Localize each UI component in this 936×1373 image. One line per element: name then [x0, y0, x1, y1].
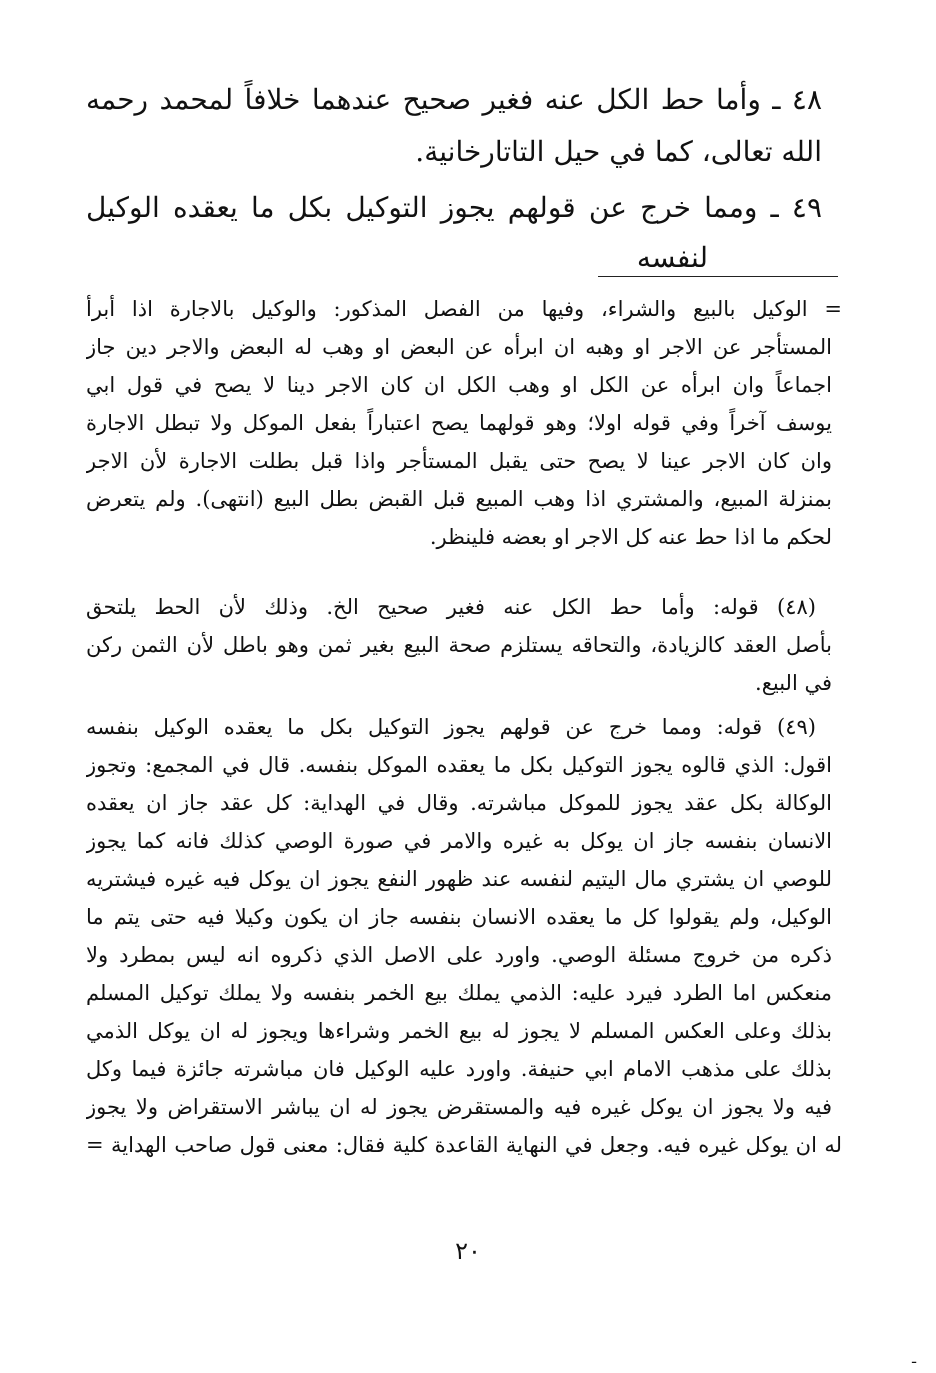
footnote-separator [598, 276, 838, 277]
footnote-line: الوكالة بكل عقد يجوز للموكل مباشرته. وقال في الهداية: كل عقد جاز ان يعقده [86, 791, 832, 815]
footnote-line: للوصي ان يشتري مال اليتيم لنفسه عند ظهور النفع يجوز ان يوكل فيه غيره فيشتريه [86, 867, 832, 891]
footnote-line: الانسان بنفسه جاز ان يوكل به غيره والامر في صورة الوصي كذلك فانه كما يجوز [86, 829, 832, 853]
footnote-line: اقول: الذي قالوه يجوز التوكيل بكل ما يعقده الموكل بنفسه. قال في المجمع: وتجوز [86, 753, 832, 777]
footnote-line: بذلك وعلى العكس المسلم لا يجوز له بيع الخمر وشراءها ويجوز له ان يوكل الذمي [86, 1019, 832, 1043]
main-line-1: ٤٨ ـ وأما حط الكل عنه فغير صحيح عندهما خلافاً لمحمد رحمه [86, 83, 822, 116]
footnote-line: يوسف آخراً وفي قوله اولا؛ وهو قولهما يصح اعتباراً بفعل الموكل ولا تبطل الاجارة [86, 411, 832, 435]
main-line-3: ٤٩ ـ ومما خرج عن قولهم يجوز التوكيل بكل ما يعقده الوكيل [86, 191, 822, 224]
corner-mark: ـ [912, 1351, 917, 1367]
footnote-line: الوكيل، ولم يقولوا كل ما يعقده الانسان بنفسه جاز ان يكون وكيلا فيه حتى يتم ما [86, 905, 832, 929]
footnote-line: لحكم ما اذا حط عنه كل الاجر او بعضه فلينظر. [429, 525, 832, 549]
footnote-line: فيه ولا يجوز ان يوكل غيره فيه والمستقرض يجوز له ان يباشر الاستقراض ولا يجوز [86, 1095, 832, 1119]
footnote-line: (٤٨) قوله: وأما حط الكل عنه فغير صحيح الخ. وذلك لأن الحط يلتحق [86, 595, 816, 619]
footnote-line: بأصل العقد كالزيادة، والتحاقه يستلزم صحة البيع بغير ثمن وهو باطل لأن الثمن ركن [86, 633, 832, 657]
footnote-line: منعكس اما الطرد فيرد عليه: الذمي يملك بيع الخمر بنفسه ولا يملك توكيل المسلم [86, 981, 832, 1005]
footnote-line: = الوكيل بالبيع والشراء، وفيها من الفصل المذكور: والوكيل بالاجارة اذا أبرأ [86, 297, 842, 321]
footnote-line: له ان يوكل غيره فيه. وجعل في النهاية القاعدة كلية فقال: معنى قول صاحب الهداية = [86, 1133, 842, 1157]
main-line-4: لنفسه [636, 241, 708, 274]
page-number: ٢٠ [455, 1237, 481, 1265]
main-line-2: الله تعالى، كما في حيل التاتارخانية. [415, 135, 822, 168]
footnote-line: المستأجر عن الاجر او وهبه ان ابرأه عن البعض او وهب له البعض والاجر دين جاز [86, 335, 832, 359]
footnote-line: بمنزلة المبيع، والمشتري اذا وهب المبيع قبل القبض بطل البيع (انتهى). ولم يتعرض [86, 487, 832, 511]
footnote-line: في البيع. [755, 671, 832, 695]
footnote-line: وان كان الاجر عينا لا يصح حتى يقبل المستأجر واذا قبل بطلت الاجارة لأن الاجر [86, 449, 832, 473]
footnote-line: اجماعاً وان ابرأه عن الكل او وهب الكل ان كان الاجر دينا لا يصح في قول ابي [86, 373, 832, 397]
footnote-line: (٤٩) قوله: ومما خرج عن قولهم يجوز التوكيل بكل ما يعقده الوكيل بنفسه [86, 715, 816, 739]
footnote-line: بذلك على مذهب الامام ابي حنيفة. واورد عليه الوكيل فان مباشرته جائزة فيما وكل [86, 1057, 832, 1081]
footnote-line: ذكره من خروج مسئلة الوصي. واورد على الاصل الذي ذكروه انه ليس بمطرد ولا [86, 943, 832, 967]
